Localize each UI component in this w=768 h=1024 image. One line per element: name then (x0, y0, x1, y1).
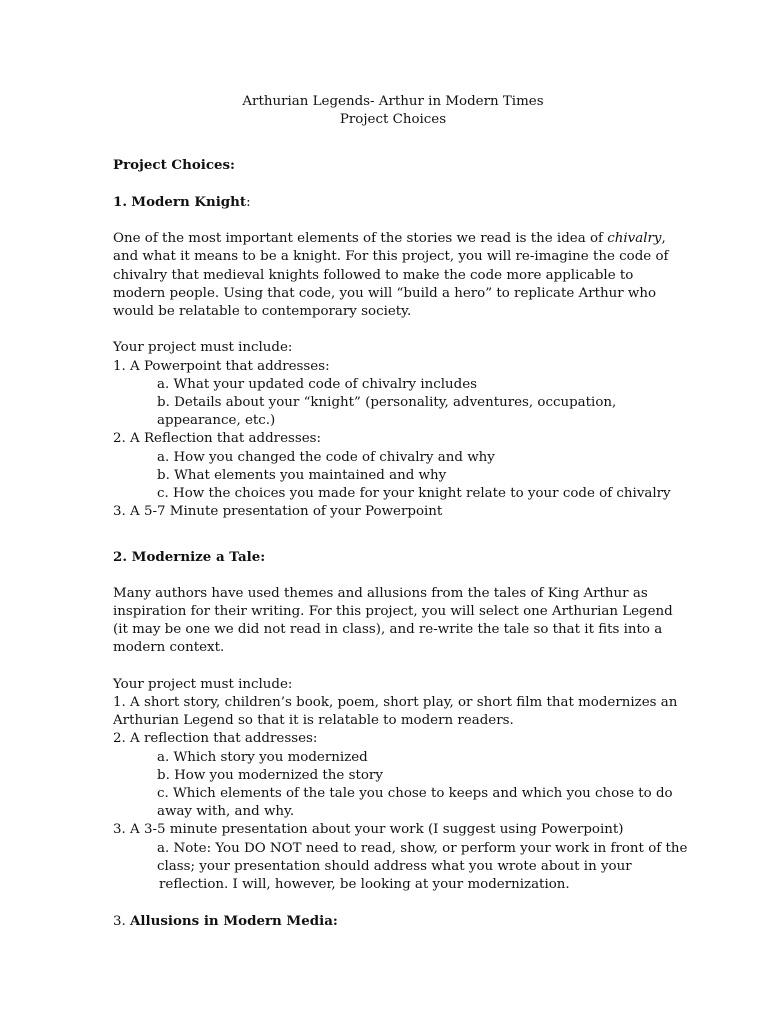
section2-item3-a: a. Note: You DO NOT need to read, show, or perform your work in front of the (157, 840, 688, 856)
section2-item1-cont: Arthurian Legend so that it is relatable to modern readers. (113, 713, 514, 729)
section1-item2-b: b. What elements you maintained and why (157, 467, 447, 483)
section1-item1-b: b. Details about your “knight” (personality, adventures, occupation, (157, 395, 617, 410)
section2-requirements-intro: Your project must include: (113, 676, 293, 692)
section1-item3: 3. A 5-7 Minute presentation of your Powerpoint (113, 504, 443, 520)
section1-para-line (113, 230, 673, 248)
document-title: Arthurian Legends- Arthur in Modern Times (242, 94, 544, 109)
document-subtitle: Project Choices (339, 112, 447, 128)
section1-item2: 2. A Reflection that addresses: (113, 431, 322, 447)
section1-colon: : (246, 194, 251, 210)
section2-para-line: modern context. (113, 640, 225, 656)
document-page (113, 93, 688, 932)
section2-item2-c-cont: away with, and why. (157, 804, 295, 820)
section1-paragraph (113, 230, 673, 321)
section2-item3: 3. A 3-5 minute presentation about your work (I suggest using Powerpoint) (113, 822, 624, 838)
section2-item1: 1. A short story, children’s book, poem, short play, or short film that modernizes an (113, 695, 678, 711)
section1-para-line: modern people. Using that code, you will “build a hero” to replicate Arthur who (113, 285, 657, 301)
section1-heading (113, 193, 673, 212)
section2-item2-b: b. How you modernized the story (157, 767, 383, 783)
section2-para-line: (it may be one we did not read in class), and re-write the tale so that it fits into a (113, 622, 663, 638)
section2-paragraph (113, 585, 673, 658)
section1-para-italic: chivalry (607, 231, 662, 247)
section1-number: 1. (113, 193, 127, 210)
section2-item3-a-cont: class; your presentation should address what you wrote about in your (157, 858, 632, 874)
section1-item1-b-cont: appearance, etc.) (157, 413, 276, 429)
section1-para-after: , (661, 231, 666, 247)
section2-heading: 2. Modernize a Tale: (113, 549, 266, 566)
section2-para-line: Many authors have used themes and allusions from the tales of King Arthur as (113, 585, 648, 601)
section1-item2-c: c. How the choices you made for your knight relate to your code of chivalry (157, 486, 671, 502)
section1-requirements-intro: Your project must include: (113, 340, 293, 356)
section1-item1: 1. A Powerpoint that addresses: (113, 358, 330, 374)
section1-para-line: and what it means to be a knight. For this project, you will re-imagine the code of (113, 249, 669, 265)
section2-para-line: inspiration for their writing. For this project, you will select one Arthurian Legend (113, 604, 673, 620)
section3-title: Allusions in Modern Media: (130, 913, 338, 930)
section2-item2: 2. A reflection that addresses: (113, 731, 318, 747)
section1-para-line: chivalry that medieval knights followed to make the code more applicable to (113, 267, 634, 283)
section1-para-before: One of the most important elements of the stories we read is the idea of (113, 231, 608, 247)
section1-para-line: would be relatable to contemporary society. (113, 304, 412, 319)
section1-item1-a: a. What your updated code of chivalry includes (157, 376, 478, 392)
section3-heading (113, 912, 673, 931)
section2-item2-c: c. Which elements of the tale you chose to keeps and which you chose to do (157, 786, 673, 802)
section1-title: Modern Knight (131, 193, 247, 210)
section3-number: 3. (113, 914, 126, 930)
section2-item2-a: a. Which story you modernized (157, 749, 368, 765)
section2-item3-a-cont: reflection. I will, however, be looking at your modernization. (159, 877, 570, 893)
section1-item2-a: a. How you changed the code of chivalry and why (157, 449, 495, 465)
project-choices-heading: Project Choices: (113, 157, 235, 174)
